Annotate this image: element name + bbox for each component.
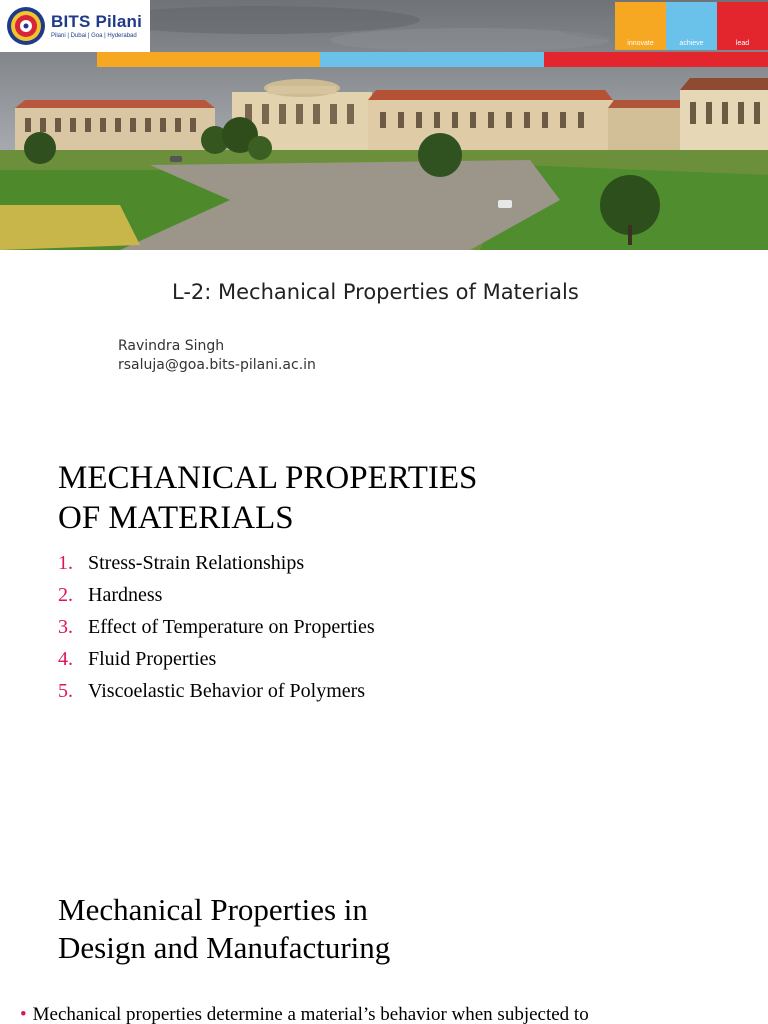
agenda-item: 3. Effect of Temperature on Properties: [58, 616, 375, 638]
bullet-dot-icon: •: [20, 1004, 27, 1024]
bits-pilani-logo: [0, 0, 150, 52]
logo-campuses-text: Pilani | Dubai | Goa | Hyderabad: [51, 33, 137, 39]
author-email[interactable]: rsaluja@goa.bits-pilani.ac.in: [118, 357, 316, 373]
institute-seal-icon: [6, 6, 46, 46]
color-bar-red: [544, 52, 768, 67]
logo-brand-text: BITS Pilani: [51, 12, 142, 31]
agenda-list: [58, 547, 375, 707]
section-heading: Mechanical Properties in Design and Manufacturing: [58, 892, 391, 965]
author-block: [118, 337, 316, 375]
agenda-item: 2. Hardness: [58, 584, 163, 606]
color-bar-blue: [320, 52, 544, 67]
author-name: Ravindra Singh: [118, 338, 225, 354]
campus-banner: [0, 0, 768, 250]
tagline-innovate: innovate: [615, 2, 666, 50]
color-bar-orange: [97, 52, 320, 67]
agenda-heading: MECHANICAL PROPERTIES OF MATERIALS: [58, 460, 478, 536]
tagline-achieve: achieve: [666, 2, 717, 50]
tagline-lead: lead: [717, 2, 768, 50]
lecture-title: L-2: Mechanical Properties of Materials: [172, 280, 579, 304]
bullet-point: • Mechanical properties determine a material’s behavior when subjected to: [20, 1004, 589, 1024]
agenda-item: 5. Viscoelastic Behavior of Polymers: [58, 680, 366, 702]
agenda-item: 1. Stress-Strain Relationships: [58, 552, 305, 574]
agenda-item: 4. Fluid Properties: [58, 648, 217, 670]
